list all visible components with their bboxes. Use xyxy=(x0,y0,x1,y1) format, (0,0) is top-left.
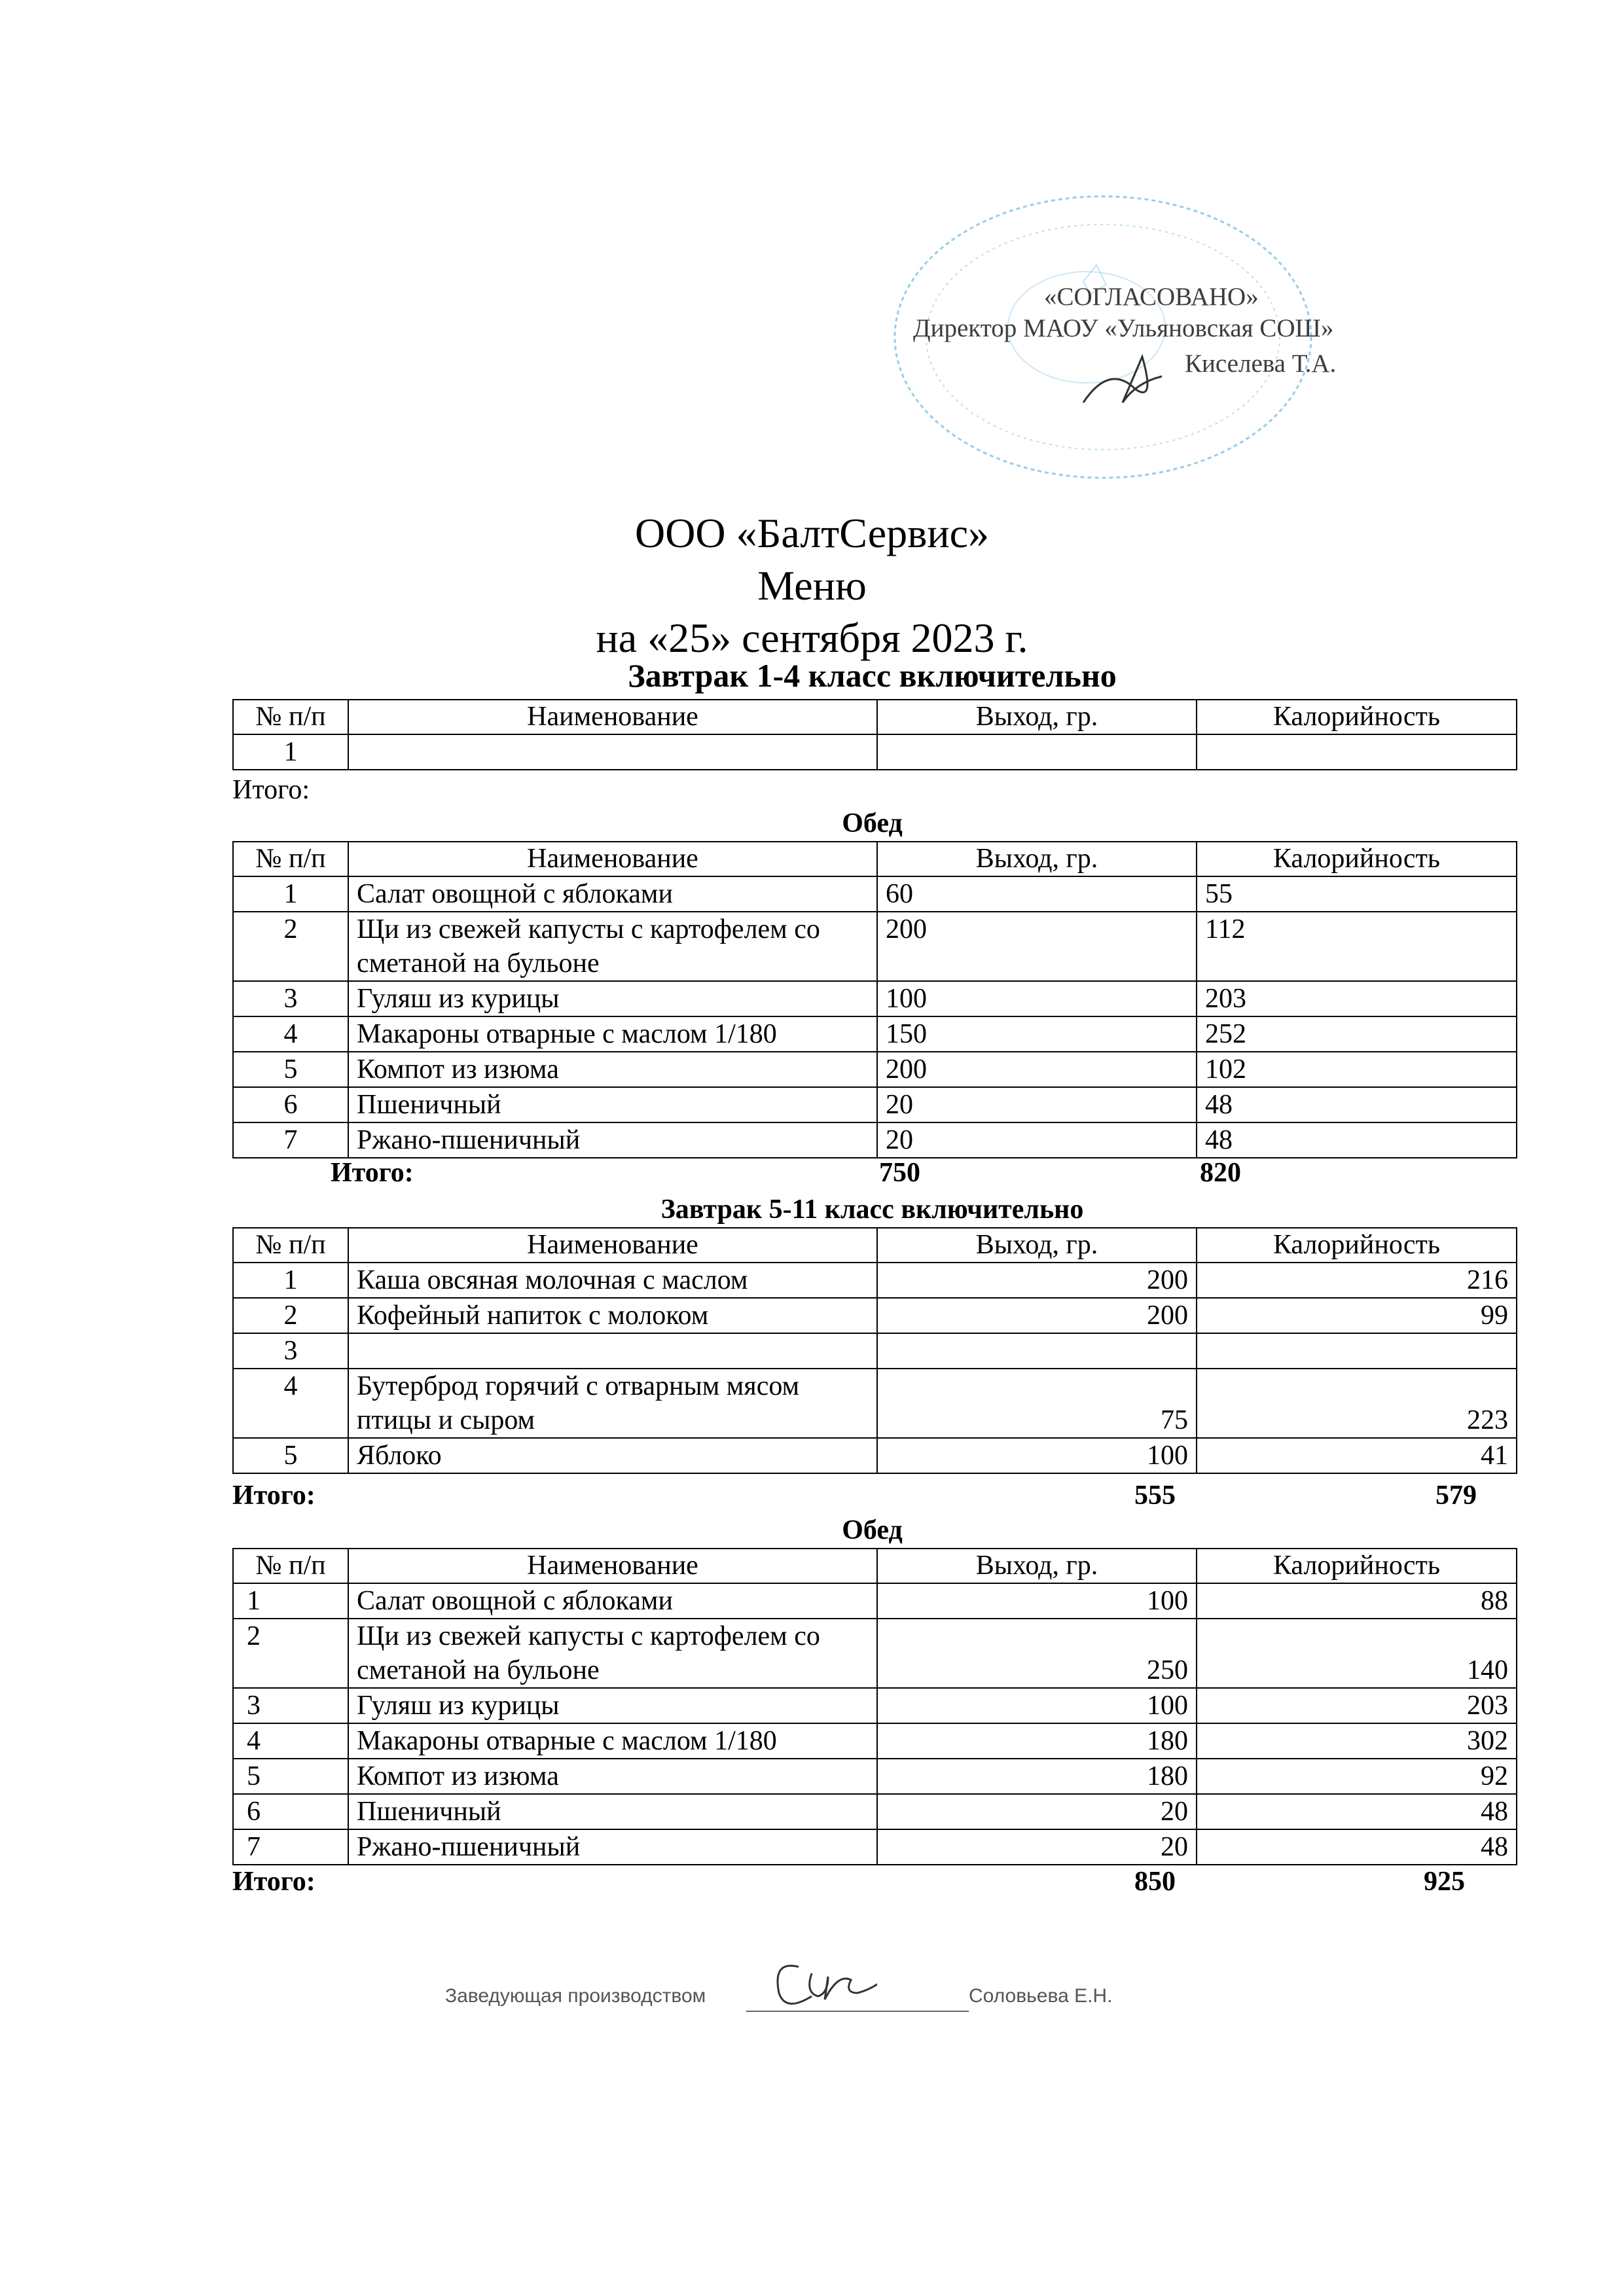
cell-weight: 250 xyxy=(877,1619,1197,1688)
col-number: № п/п xyxy=(233,842,348,876)
cell-number: 2 xyxy=(233,1619,348,1688)
cell-calories: 140 xyxy=(1197,1619,1517,1688)
col-name: Наименование xyxy=(348,1228,877,1263)
cell-calories: 252 xyxy=(1197,1016,1517,1052)
cell-weight: 20 xyxy=(877,1087,1197,1122)
cell-number: 3 xyxy=(233,1333,348,1369)
cell-name: Щи из свежей капусты с картофелем со сметаной на бульоне xyxy=(348,1619,877,1688)
document-title: Меню xyxy=(757,562,867,609)
lunch-1-4-total-weight: 750 xyxy=(879,1158,920,1188)
cell-name: Ржано-пшеничный xyxy=(348,1122,877,1158)
cell-number: 4 xyxy=(233,1016,348,1052)
table-header-row xyxy=(233,1228,1517,1263)
cell-weight: 100 xyxy=(877,981,1197,1016)
table-header-row xyxy=(233,700,1517,734)
lunch-1-4-total-calories: 820 xyxy=(1200,1158,1241,1188)
col-number: № п/п xyxy=(233,1228,348,1263)
lunch-5-11-table xyxy=(232,1548,1517,1865)
cell-weight: 200 xyxy=(877,912,1197,981)
col-weight: Выход, гр. xyxy=(877,842,1197,876)
signature-name: Соловьева Е.Н. xyxy=(969,1985,1113,2007)
menu-date: на «25» сентября 2023 г. xyxy=(596,615,1028,661)
cell-number: 7 xyxy=(233,1122,348,1158)
cell-name: Яблоко xyxy=(348,1438,877,1473)
col-calories: Калорийность xyxy=(1197,1549,1517,1583)
document-header xyxy=(0,507,1624,664)
table-row xyxy=(233,1759,1517,1794)
cell-name: Салат овощной с яблоками xyxy=(348,1583,877,1619)
col-weight: Выход, гр. xyxy=(877,1228,1197,1263)
cell-number: 1 xyxy=(233,1263,348,1298)
table-row xyxy=(233,1016,1517,1052)
cell-number: 1 xyxy=(233,734,348,770)
cell-calories: 48 xyxy=(1197,1087,1517,1122)
cell-weight xyxy=(877,1333,1197,1369)
cell-calories: 92 xyxy=(1197,1759,1517,1794)
cell-calories: 41 xyxy=(1197,1438,1517,1473)
cell-name: Кофейный напиток с молоком xyxy=(348,1298,877,1333)
cell-number: 5 xyxy=(233,1438,348,1473)
handwritten-signature-icon xyxy=(759,1947,877,2019)
cell-name: Салат овощной с яблоками xyxy=(348,876,877,912)
cell-calories: 48 xyxy=(1197,1829,1517,1865)
cell-name: Бутерброд горячий с отварным мясом птицы и сыром xyxy=(348,1369,877,1438)
breakfast-1-4-table xyxy=(232,699,1517,770)
lunch-1-4-total-label: Итого: xyxy=(331,1158,414,1188)
table-row xyxy=(233,1333,1517,1369)
cell-weight: 180 xyxy=(877,1723,1197,1759)
table-header-row xyxy=(233,1549,1517,1583)
cell-number: 6 xyxy=(233,1087,348,1122)
table-row xyxy=(233,876,1517,912)
table-row xyxy=(233,1122,1517,1158)
cell-weight: 60 xyxy=(877,876,1197,912)
signature-block xyxy=(445,1947,1165,2045)
cell-number: 3 xyxy=(233,981,348,1016)
col-name: Наименование xyxy=(348,1549,877,1583)
cell-name: Макароны отварные с маслом 1/180 xyxy=(348,1016,877,1052)
table-row xyxy=(233,1583,1517,1619)
lunch-1-4-title: Обед xyxy=(842,808,903,838)
cell-calories: 48 xyxy=(1197,1122,1517,1158)
cell-name: Компот из изюма xyxy=(348,1759,877,1794)
cell-name: Гуляш из курицы xyxy=(348,981,877,1016)
cell-number: 4 xyxy=(233,1723,348,1759)
table-row xyxy=(233,1794,1517,1829)
cell-number: 5 xyxy=(233,1759,348,1794)
col-number: № п/п xyxy=(233,1549,348,1583)
table-row xyxy=(233,1087,1517,1122)
breakfast-5-11-total-weight: 555 xyxy=(1134,1480,1176,1511)
col-number: № п/п xyxy=(233,700,348,734)
signature-label: Заведующая производством xyxy=(445,1985,706,2007)
table-row xyxy=(233,1829,1517,1865)
cell-calories: 99 xyxy=(1197,1298,1517,1333)
cell-name: Пшеничный xyxy=(348,1794,877,1829)
cell-calories: 55 xyxy=(1197,876,1517,912)
cell-calories: 203 xyxy=(1197,1688,1517,1723)
table-row xyxy=(233,1369,1517,1438)
cell-weight: 100 xyxy=(877,1583,1197,1619)
col-weight: Выход, гр. xyxy=(877,700,1197,734)
approval-name: Киселева Т.А. xyxy=(1185,350,1337,378)
cell-weight: 200 xyxy=(877,1298,1197,1333)
approval-director: Директор МАОУ «Ульяновская СОШ» xyxy=(913,314,1334,342)
table-row xyxy=(233,1723,1517,1759)
cell-calories: 203 xyxy=(1197,981,1517,1016)
table-row xyxy=(233,1438,1517,1473)
cell-weight: 20 xyxy=(877,1829,1197,1865)
breakfast-5-11-title: Завтрак 5-11 класс включительно xyxy=(660,1194,1084,1225)
col-name: Наименование xyxy=(348,842,877,876)
lunch-5-11-total-weight: 850 xyxy=(1134,1867,1176,1897)
cell-weight: 75 xyxy=(877,1369,1197,1438)
cell-number: 1 xyxy=(233,1583,348,1619)
cell-number: 3 xyxy=(233,1688,348,1723)
breakfast-5-11-table xyxy=(232,1227,1517,1474)
table-row xyxy=(233,912,1517,981)
lunch-5-11-total-label: Итого: xyxy=(232,1867,316,1897)
cell-weight: 20 xyxy=(877,1122,1197,1158)
cell-weight: 150 xyxy=(877,1016,1197,1052)
cell-name: Пшеничный xyxy=(348,1087,877,1122)
table-row xyxy=(233,734,1517,770)
breakfast-1-4-total-label: Итого: xyxy=(232,775,310,805)
table-row xyxy=(233,981,1517,1016)
cell-weight: 100 xyxy=(877,1688,1197,1723)
lunch-1-4-table xyxy=(232,841,1517,1158)
cell-name xyxy=(348,1333,877,1369)
lunch-5-11-total-calories: 925 xyxy=(1424,1867,1465,1897)
cell-number: 4 xyxy=(233,1369,348,1438)
col-weight: Выход, гр. xyxy=(877,1549,1197,1583)
cell-name: Каша овсяная молочная с маслом xyxy=(348,1263,877,1298)
col-calories: Калорийность xyxy=(1197,842,1517,876)
cell-calories: 216 xyxy=(1197,1263,1517,1298)
col-calories: Калорийность xyxy=(1197,1228,1517,1263)
col-calories: Калорийность xyxy=(1197,700,1517,734)
lunch-5-11-title: Обед xyxy=(842,1515,903,1545)
cell-number: 7 xyxy=(233,1829,348,1865)
cell-weight: 100 xyxy=(877,1438,1197,1473)
table-row xyxy=(233,1298,1517,1333)
cell-number: 2 xyxy=(233,1298,348,1333)
cell-weight: 200 xyxy=(877,1052,1197,1087)
cell-name: Компот из изюма xyxy=(348,1052,877,1087)
cell-number: 2 xyxy=(233,912,348,981)
cell-name: Ржано-пшеничный xyxy=(348,1829,877,1865)
cell-weight: 180 xyxy=(877,1759,1197,1794)
cell-calories: 112 xyxy=(1197,912,1517,981)
cell-calories xyxy=(1197,734,1517,770)
cell-calories xyxy=(1197,1333,1517,1369)
table-row xyxy=(233,1619,1517,1688)
cell-calories: 302 xyxy=(1197,1723,1517,1759)
table-row xyxy=(233,1263,1517,1298)
cell-name: Щи из свежей капусты с картофелем со сметаной на бульоне xyxy=(348,912,877,981)
cell-calories: 88 xyxy=(1197,1583,1517,1619)
table-header-row xyxy=(233,842,1517,876)
approval-heading: «СОГЛАСОВАНО» xyxy=(1044,283,1259,311)
cell-name: Гуляш из курицы xyxy=(348,1688,877,1723)
breakfast-1-4-title: Завтрак 1-4 класс включительно xyxy=(628,657,1117,694)
cell-name xyxy=(348,734,877,770)
table-row xyxy=(233,1052,1517,1087)
cell-calories: 223 xyxy=(1197,1369,1517,1438)
cell-calories: 102 xyxy=(1197,1052,1517,1087)
col-name: Наименование xyxy=(348,700,877,734)
breakfast-5-11-total-calories: 579 xyxy=(1435,1480,1477,1511)
cell-name: Макароны отварные с маслом 1/180 xyxy=(348,1723,877,1759)
breakfast-5-11-total-label: Итого: xyxy=(232,1480,316,1511)
cell-weight: 200 xyxy=(877,1263,1197,1298)
cell-number: 6 xyxy=(233,1794,348,1829)
cell-weight xyxy=(877,734,1197,770)
cell-calories: 48 xyxy=(1197,1794,1517,1829)
cell-weight: 20 xyxy=(877,1794,1197,1829)
cell-number: 1 xyxy=(233,876,348,912)
cell-number: 5 xyxy=(233,1052,348,1087)
table-row xyxy=(233,1688,1517,1723)
company-name: ООО «БалтСервис» xyxy=(634,510,990,556)
